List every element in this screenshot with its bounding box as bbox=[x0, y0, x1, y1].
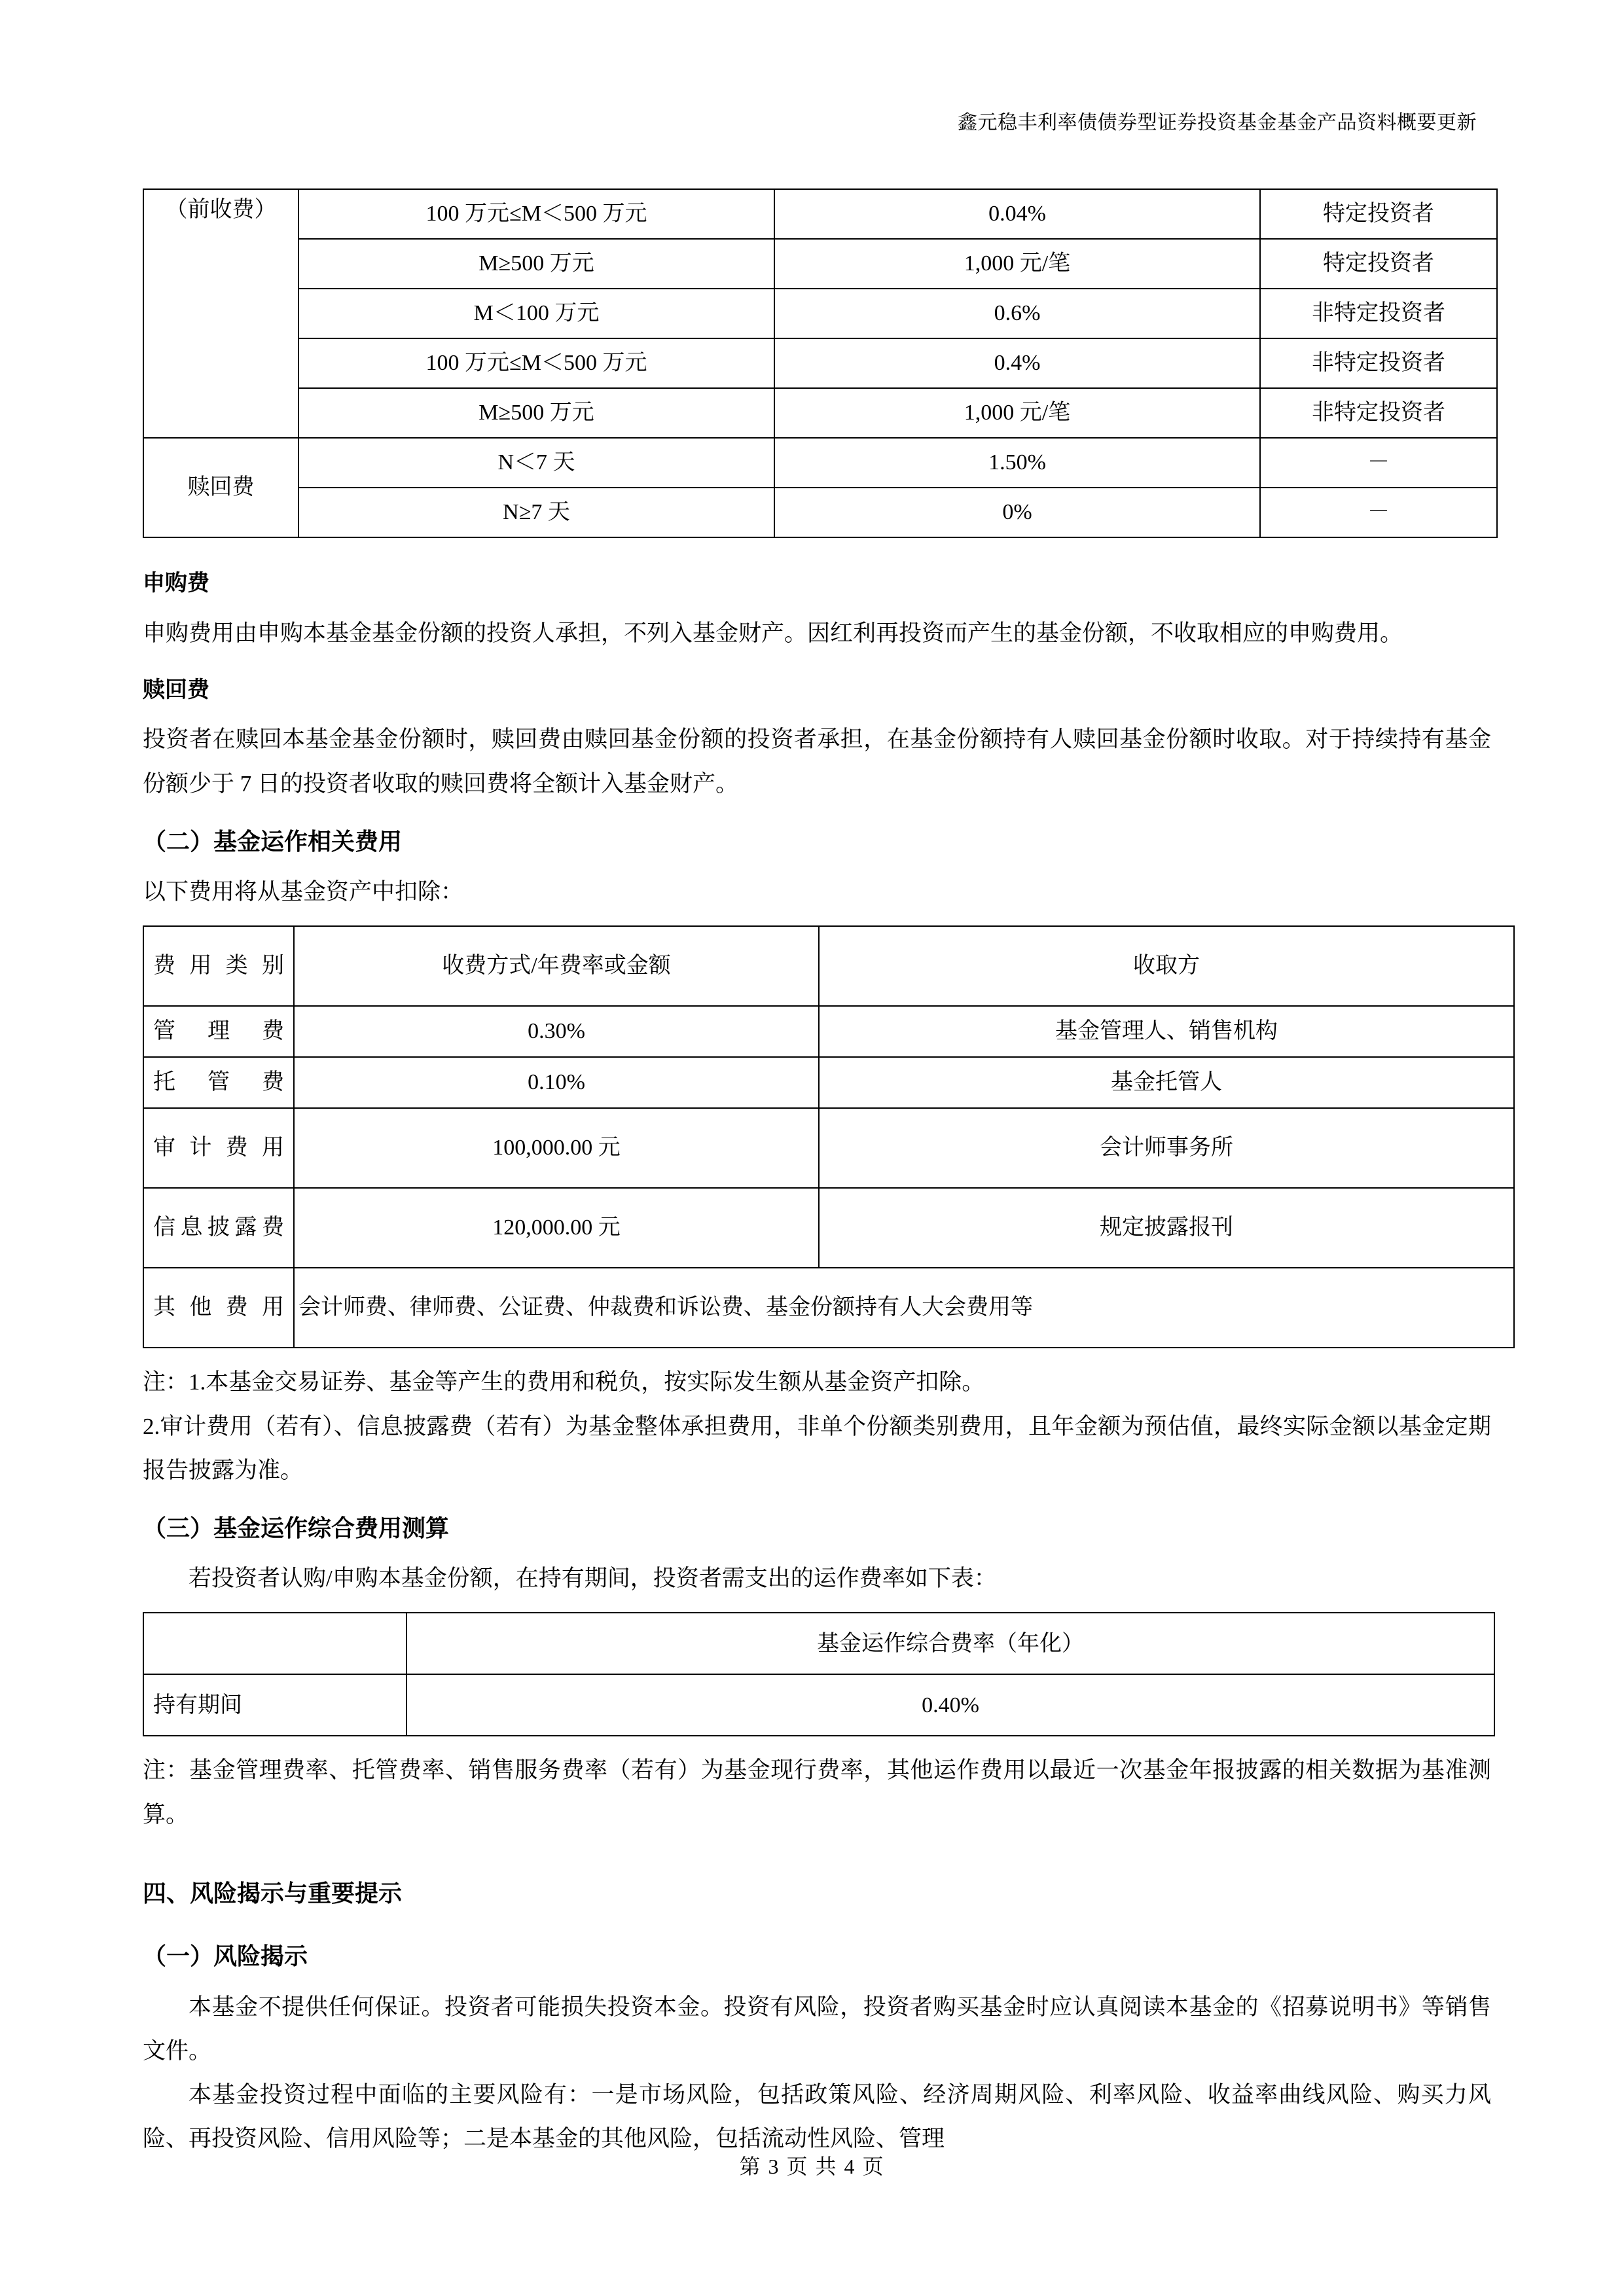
table-header-row bbox=[143, 1613, 1494, 1674]
fee-tier: N＜7 天 bbox=[298, 438, 774, 488]
fee-rate: 0.4% bbox=[774, 338, 1260, 388]
fee-party: 非特定投资者 bbox=[1260, 289, 1497, 338]
corner-cell bbox=[143, 1613, 406, 1674]
table-row bbox=[143, 1057, 1514, 1108]
fee-category: 管理费 bbox=[143, 1006, 294, 1057]
section-three-heading: （三）基金运作综合费用测算 bbox=[143, 1515, 450, 1541]
table-header-row bbox=[143, 926, 1514, 1006]
page-content bbox=[143, 188, 1491, 2161]
comprehensive-rate-table bbox=[143, 1612, 1495, 1736]
fee-category: 信息披露费 bbox=[143, 1188, 294, 1268]
running-header: 鑫元稳丰利率债债券型证券投资基金基金产品资料概要更新 bbox=[958, 112, 1477, 134]
fee-tier: 100 万元≤M＜500 万元 bbox=[298, 189, 774, 239]
page-footer: 第 3 页 共 4 页 bbox=[739, 2155, 885, 2178]
fee-party: － bbox=[1260, 438, 1497, 488]
section-four-heading: 四、风险揭示与重要提示 bbox=[143, 1880, 403, 1907]
section-four-sub-heading: （一）风险揭示 bbox=[143, 1943, 308, 1970]
fee-party: 特定投资者 bbox=[1260, 239, 1497, 289]
fee-rate: 1,000 元/笔 bbox=[774, 239, 1260, 289]
fee-category: 其他费用 bbox=[143, 1268, 294, 1348]
fee-method: 0.30% bbox=[294, 1006, 819, 1057]
fee-payee: 规定披露报刊 bbox=[819, 1188, 1514, 1268]
table-row bbox=[143, 338, 1497, 388]
fee-party: － bbox=[1260, 488, 1497, 537]
section-two-lead: 以下费用将从基金资产中扣除： bbox=[143, 879, 464, 905]
fee-rate: 1.50% bbox=[774, 438, 1260, 488]
table-row bbox=[143, 488, 1497, 537]
fee-payee: 基金托管人 bbox=[819, 1057, 1514, 1108]
fee-rate: 0.6% bbox=[774, 289, 1260, 338]
fee-category: 审计费用 bbox=[143, 1108, 294, 1188]
column-header-rate: 基金运作综合费率（年化） bbox=[406, 1613, 1494, 1674]
fee-method: 0.10% bbox=[294, 1057, 819, 1108]
fee-tier: M＜100 万元 bbox=[298, 289, 774, 338]
fee-payee: 会计师事务所 bbox=[819, 1108, 1514, 1188]
table-row bbox=[143, 1006, 1514, 1057]
other-fee-content: 会计师费、律师费、公证费、仲裁费和诉讼费、基金份额持有人大会费用等 bbox=[294, 1268, 1514, 1348]
fee-rate: 1,000 元/笔 bbox=[774, 388, 1260, 438]
fee-tier: 100 万元≤M＜500 万元 bbox=[298, 338, 774, 388]
fee-tier: M≥500 万元 bbox=[298, 388, 774, 438]
fee-category: 托管费 bbox=[143, 1057, 294, 1108]
risk-paragraph-2: 本基金投资过程中面临的主要风险有：一是市场风险，包括政策风险、经济周期风险、利率风险、收益率曲线风险、购买力风险、再投资风险、信用风险等；二是本基金的其他风险，包括流动性风险、管理 bbox=[143, 2082, 1491, 2152]
fee-method: 100,000.00 元 bbox=[294, 1108, 819, 1188]
table-row bbox=[143, 1268, 1514, 1348]
column-header-payee: 收取方 bbox=[819, 926, 1514, 1006]
section-two-note-1: 注：1.本基金交易证券、基金等产生的费用和税负，按实际发生额从基金资产扣除。 bbox=[143, 1369, 985, 1395]
table-row bbox=[143, 289, 1497, 338]
fee-payee: 基金管理人、销售机构 bbox=[819, 1006, 1514, 1057]
fee-tier: M≥500 万元 bbox=[298, 239, 774, 289]
fee-tier-table bbox=[143, 188, 1498, 538]
risk-paragraph-1: 本基金不提供任何保证。投资者可能损失投资本金。投资有风险，投资者购买基金时应认真阅读本基金的《招募说明书》等销售文件。 bbox=[143, 1994, 1491, 2064]
fee-method: 120,000.00 元 bbox=[294, 1188, 819, 1268]
redemption-fee-body: 投资者在赎回本基金基金份额时，赎回费由赎回基金份额的投资者承担，在基金份额持有人赎回基金份额时收取。对于持续持有基金份额少于 7 日的投资者收取的赎回费将全额计入基金财产。 bbox=[143, 726, 1491, 797]
fee-party: 非特定投资者 bbox=[1260, 338, 1497, 388]
redemption-fee-label: 赎回费 bbox=[143, 438, 298, 537]
operating-fee-table bbox=[143, 925, 1515, 1348]
section-two-note-2: 2.审计费用（若有）、信息披露费（若有）为基金整体承担费用，非单个份额类别费用，且年金额为预估值，最终实际金额以基金定期报告披露为准。 bbox=[143, 1413, 1491, 1483]
front-load-label: （前收费） bbox=[143, 189, 298, 438]
section-three-note: 注：基金管理费率、托管费率、销售服务费率（若有）为基金现行费率，其他运作费用以最近一次基金年报披露的相关数据为基准测算。 bbox=[143, 1757, 1491, 1827]
fee-rate: 0% bbox=[774, 488, 1260, 537]
subscription-fee-body: 申购费用由申购本基金基金份额的投资人承担，不列入基金财产。因红利再投资而产生的基金份额，不收取相应的申购费用。 bbox=[143, 620, 1403, 646]
column-header-method: 收费方式/年费率或金额 bbox=[294, 926, 819, 1006]
holding-period-rate: 0.40% bbox=[406, 1674, 1494, 1736]
fee-party: 特定投资者 bbox=[1260, 189, 1497, 239]
fee-party: 非特定投资者 bbox=[1260, 388, 1497, 438]
table-row bbox=[143, 1108, 1514, 1188]
table-row bbox=[143, 189, 1497, 239]
redemption-fee-heading: 赎回费 bbox=[143, 677, 209, 702]
table-row bbox=[143, 388, 1497, 438]
subscription-fee-heading: 申购费 bbox=[143, 571, 209, 596]
section-two-heading: （二）基金运作相关费用 bbox=[143, 828, 403, 855]
table-row bbox=[143, 438, 1497, 488]
column-header-category: 费用类别 bbox=[143, 926, 294, 1006]
table-row bbox=[143, 1188, 1514, 1268]
fee-tier: N≥7 天 bbox=[298, 488, 774, 537]
section-three-lead: 若投资者认购/申购本基金份额，在持有期间，投资者需支出的运作费率如下表： bbox=[189, 1566, 997, 1592]
holding-period-label: 持有期间 bbox=[143, 1674, 406, 1736]
table-row bbox=[143, 1674, 1494, 1736]
fee-rate: 0.04% bbox=[774, 189, 1260, 239]
table-row bbox=[143, 239, 1497, 289]
